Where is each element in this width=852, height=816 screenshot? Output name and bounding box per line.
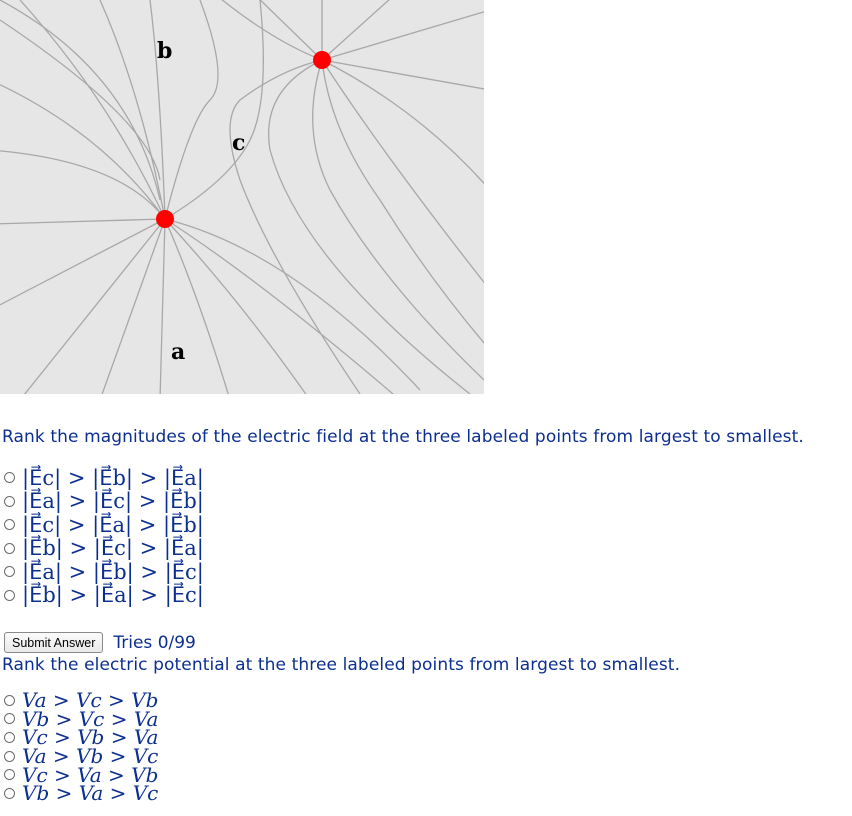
- radio-button[interactable]: [4, 695, 15, 706]
- tries-counter: Tries 0/99: [113, 632, 196, 653]
- field-option-5[interactable]: |E⃗a| > |E⃗b| > |E⃗c|: [4, 560, 204, 584]
- radio-button[interactable]: [4, 472, 15, 483]
- submit-answer-button[interactable]: Submit Answer: [4, 632, 103, 653]
- radio-button[interactable]: [4, 751, 15, 762]
- potential-option-4[interactable]: Va > Vb > Vc: [4, 747, 158, 766]
- point-label-c: c: [232, 130, 246, 156]
- radio-button[interactable]: [4, 590, 15, 601]
- radio-button[interactable]: [4, 543, 15, 554]
- point-label-a: a: [171, 339, 186, 365]
- radio-button[interactable]: [4, 519, 15, 530]
- radio-button[interactable]: [4, 732, 15, 743]
- field-option-6[interactable]: |E⃗b| > |E⃗a| > |E⃗c|: [4, 584, 204, 608]
- radio-button[interactable]: [4, 566, 15, 577]
- potential-ranking-options: [4, 688, 159, 806]
- field-option-1[interactable]: |E⃗c| > |E⃗b| > |E⃗a|: [4, 466, 204, 490]
- point-label-b: b: [157, 38, 173, 64]
- charge-lower-left: [156, 210, 174, 228]
- potential-option-6[interactable]: Vb > Va > Vc: [4, 784, 158, 803]
- radio-button[interactable]: [4, 788, 15, 799]
- question-1-prompt: Rank the magnitudes of the electric field at the three labeled points from largest to smallest.: [2, 427, 804, 447]
- field-option-4[interactable]: |E⃗b| > |E⃗c| > |E⃗a|: [4, 537, 204, 561]
- potential-option-5[interactable]: Vc > Va > Vb: [4, 765, 158, 784]
- radio-button[interactable]: [4, 769, 15, 780]
- potential-option-2[interactable]: Vb > Vc > Va: [4, 710, 158, 729]
- field-option-2[interactable]: |E⃗a| > |E⃗c| > |E⃗b|: [4, 490, 204, 514]
- charge-upper-right: [313, 51, 331, 69]
- potential-option-1[interactable]: Va > Vc > Vb: [4, 691, 158, 710]
- radio-button[interactable]: [4, 713, 15, 724]
- radio-button[interactable]: [4, 496, 15, 507]
- field-ranking-options: [4, 466, 204, 607]
- field-option-3[interactable]: |E⃗c| > |E⃗a| > |E⃗b|: [4, 513, 204, 537]
- submit-row: [4, 632, 196, 653]
- potential-option-3[interactable]: Vc > Vb > Va: [4, 728, 158, 747]
- electric-field-figure: [0, 0, 484, 394]
- question-2-prompt: Rank the electric potential at the three labeled points from largest to smallest.: [2, 655, 681, 675]
